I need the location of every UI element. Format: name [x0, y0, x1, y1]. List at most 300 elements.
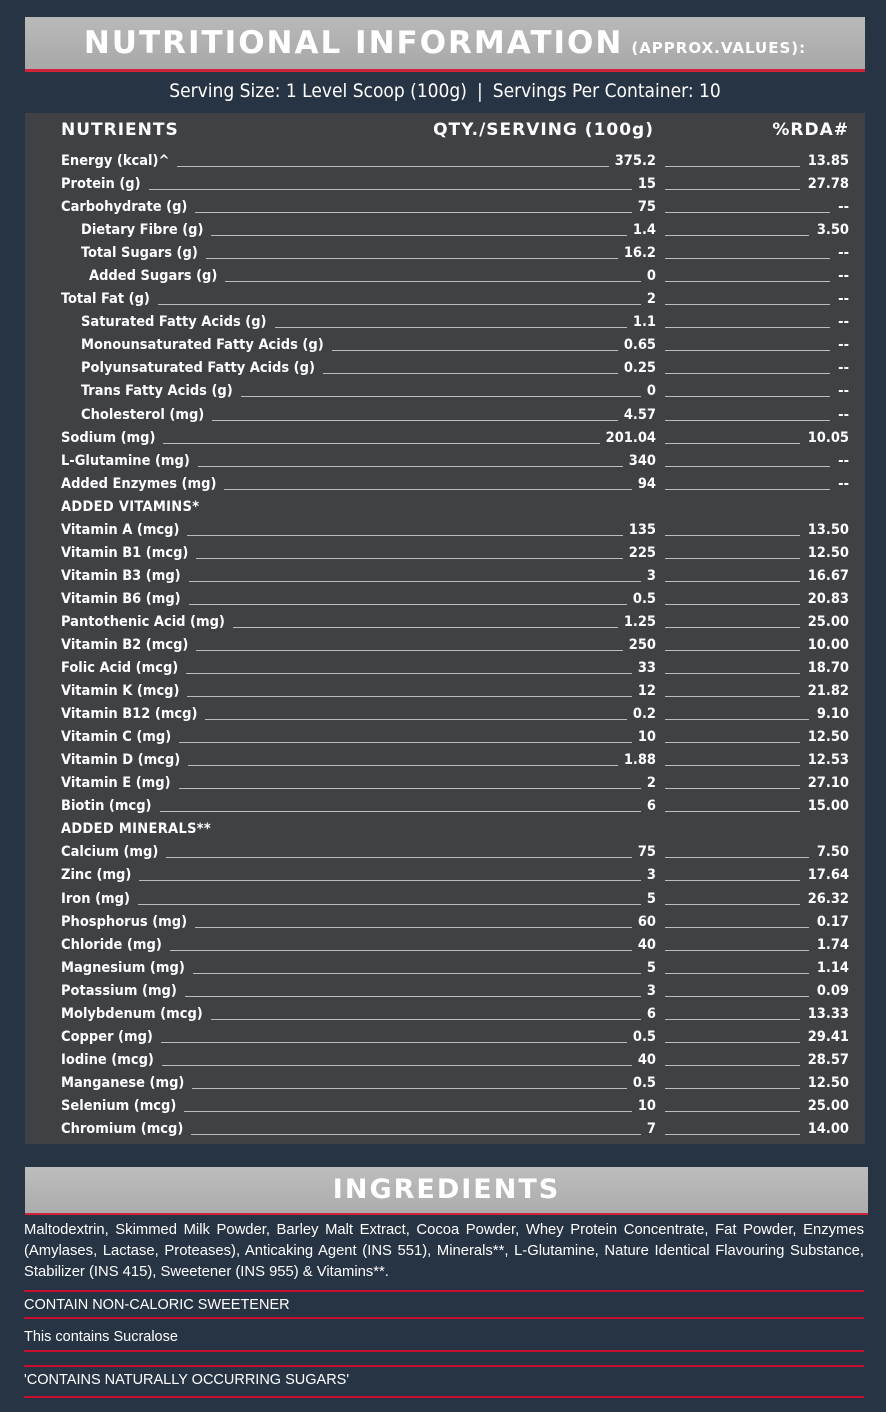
- leader-line: [665, 1111, 800, 1112]
- nutrient-rda: 18.70: [807, 660, 849, 677]
- nutrient-leader: [61, 288, 656, 308]
- nutrient-rda: 1.14: [816, 959, 849, 976]
- nutrient-name: Phosphorus (mg): [61, 913, 188, 930]
- rda-leader: [665, 911, 849, 931]
- nutrient-rda: --: [838, 314, 849, 331]
- nutrient-qty: 3: [646, 567, 656, 584]
- rda-leader: [665, 772, 849, 792]
- leader-line: [665, 996, 809, 997]
- nutrient-qty: 75: [637, 199, 656, 216]
- nutrient-leader: [61, 588, 656, 608]
- nutrient-row: [25, 864, 865, 887]
- nutrient-leader: [61, 680, 656, 700]
- leader-line: [187, 535, 622, 536]
- nutrient-rda: 25.00: [807, 1097, 849, 1114]
- nutrient-rda: 10.00: [807, 636, 849, 653]
- nutrient-rda: 13.85: [807, 153, 849, 169]
- nutrient-row: [25, 911, 865, 934]
- rda-leader: [665, 242, 849, 262]
- rda-leader: [665, 1072, 849, 1092]
- column-header-nutrients: NUTRIENTS: [61, 120, 179, 140]
- leader-line: [139, 880, 641, 881]
- nutrient-rda: 9.10: [816, 706, 849, 723]
- nutrient-leader: [61, 1026, 656, 1046]
- rda-leader: [665, 864, 849, 884]
- leader-line: [187, 696, 631, 697]
- nutrient-leader: [61, 980, 656, 1000]
- rda-leader: [665, 795, 849, 815]
- leader-line: [160, 811, 641, 812]
- nutrient-name: Added Sugars (g): [89, 268, 218, 285]
- nutrient-leader: [61, 772, 656, 792]
- nutrient-leader: [61, 818, 656, 838]
- nutrient-name: Manganese (mg): [61, 1074, 185, 1091]
- nutrient-leader: [61, 888, 656, 908]
- nutrient-rda: --: [838, 452, 849, 469]
- rda-leader: [665, 473, 849, 493]
- nutrient-rda: 0.17: [816, 913, 849, 930]
- leader-line: [195, 927, 632, 928]
- nutrient-row: [25, 357, 865, 380]
- rda-leader: [665, 311, 849, 331]
- leader-line: [665, 880, 800, 881]
- leader-line: [665, 765, 800, 766]
- rda-leader: [665, 749, 849, 769]
- nutrient-row: [25, 611, 865, 634]
- nutrient-name: Vitamin A (mcg): [61, 521, 180, 538]
- leader-line: [665, 304, 830, 305]
- rda-leader: [665, 934, 849, 954]
- nutrient-qty: 15: [637, 176, 656, 193]
- nutrient-qty: 6: [646, 798, 656, 815]
- nutrient-leader: [81, 380, 656, 400]
- nutrient-qty: 60: [637, 913, 656, 930]
- nutrient-rda: 10.05: [807, 429, 849, 446]
- nutrient-row: [25, 473, 865, 496]
- nutrient-name: Sodium (mg): [61, 429, 156, 446]
- nutrient-qty: 0.65: [623, 337, 656, 354]
- leader-line: [665, 443, 800, 444]
- divider: [24, 1365, 864, 1367]
- sucralose-note: This contains Sucralose: [24, 1329, 178, 1345]
- rda-leader: [665, 1003, 849, 1023]
- nutrient-leader: [61, 519, 656, 539]
- leader-line: [163, 443, 599, 444]
- leader-line: [665, 950, 809, 951]
- nutrient-rda: 28.57: [807, 1051, 849, 1068]
- divider: [24, 1290, 864, 1292]
- nutrition-title-suffix: (APPROX.VALUES):: [631, 39, 807, 57]
- nutrient-qty: 2: [646, 291, 656, 308]
- leader-line: [665, 650, 800, 651]
- rda-leader: [665, 380, 849, 400]
- leader-line: [665, 673, 800, 674]
- leader-line: [665, 604, 800, 605]
- leader-line: [179, 788, 641, 789]
- nutrient-row: [25, 288, 865, 311]
- nutrient-row: [25, 680, 865, 703]
- nutrient-name: Dietary Fibre (g): [81, 222, 204, 239]
- nutrient-leader: [61, 473, 656, 493]
- leader-line: [665, 558, 800, 559]
- rda-leader: [665, 357, 849, 377]
- nutrient-row: [25, 450, 865, 473]
- nutrient-rda: --: [838, 475, 849, 492]
- nutrient-leader: [61, 911, 656, 931]
- leader-line: [665, 1088, 800, 1089]
- nutrient-rda: --: [838, 245, 849, 262]
- nutrient-rda: 12.50: [807, 1074, 849, 1091]
- leader-line: [665, 281, 830, 282]
- section-heading: ADDED VITAMINS*: [61, 498, 200, 515]
- nutrient-leader: [61, 1072, 656, 1092]
- section-heading-row: [25, 496, 865, 519]
- leader-line: [332, 350, 618, 351]
- nutrient-rda: 12.53: [807, 752, 849, 769]
- nutrient-qty: 375.2: [614, 153, 656, 169]
- nutrient-qty: 1.1: [632, 314, 656, 331]
- nutrient-qty: 33: [637, 660, 656, 677]
- table-header: [25, 120, 865, 142]
- nutrient-row: [25, 1118, 865, 1141]
- nutrient-name: Potassium (mg): [61, 982, 177, 999]
- rda-leader: [665, 427, 849, 447]
- nutrient-leader: [61, 173, 656, 193]
- leader-line: [193, 973, 641, 974]
- leader-line: [665, 811, 800, 812]
- nutrient-qty: 4.57: [623, 406, 656, 423]
- nutrient-row: [25, 1095, 865, 1118]
- nutrient-leader: [61, 150, 656, 170]
- serving-size: Serving Size: 1 Level Scoop (100g): [169, 80, 467, 102]
- nutrient-name: Total Fat (g): [61, 291, 150, 308]
- nutrient-name: Selenium (mcg): [61, 1097, 177, 1114]
- nutrient-rda: --: [838, 360, 849, 377]
- leader-line: [665, 927, 809, 928]
- nutrient-rda: 12.50: [807, 544, 849, 561]
- nutrient-row: [25, 726, 865, 749]
- nutrient-qty: 0: [646, 383, 656, 400]
- nutrient-row: [25, 1072, 865, 1095]
- servings-per-container: Servings Per Container: 10: [492, 80, 721, 102]
- rda-leader: [665, 657, 849, 677]
- nutrient-row: [25, 1049, 865, 1072]
- rda-leader: [665, 1095, 849, 1115]
- rda-leader: [665, 888, 849, 908]
- rda-leader: [665, 588, 849, 608]
- nutrient-qty: 10: [637, 729, 656, 746]
- nutrient-row: [25, 749, 865, 772]
- nutrient-name: Vitamin B1 (mcg): [61, 544, 189, 561]
- nutrient-qty: 5: [646, 959, 656, 976]
- nutrient-name: Carbohydrate (g): [61, 199, 188, 216]
- nutrient-name: Protein (g): [61, 176, 141, 193]
- nutrient-rda: 20.83: [807, 590, 849, 607]
- sweetener-warning: CONTAIN NON-CALORIC SWEETENER: [24, 1297, 290, 1313]
- ingredients-title: INGREDIENTS: [332, 1174, 561, 1205]
- leader-line: [665, 258, 830, 259]
- leader-line: [138, 904, 641, 905]
- nutrient-qty: 225: [628, 544, 656, 561]
- rda-leader: [665, 1118, 849, 1138]
- leader-line: [189, 604, 627, 605]
- nutrient-row: [25, 957, 865, 980]
- rda-leader: [665, 450, 849, 470]
- nutrient-name: Zinc (mg): [61, 867, 132, 884]
- rda-leader: [665, 634, 849, 654]
- rda-leader: [665, 957, 849, 977]
- nutrient-leader: [61, 542, 656, 562]
- rda-leader: [665, 334, 849, 354]
- leader-line: [233, 627, 618, 628]
- nutrient-row: [25, 888, 865, 911]
- leader-line: [196, 558, 622, 559]
- nutrition-table: [25, 113, 865, 1144]
- nutrient-leader: [61, 795, 656, 815]
- rda-leader: [665, 726, 849, 746]
- nutrient-name: Added Enzymes (mg): [61, 475, 217, 492]
- leader-line: [149, 189, 632, 190]
- nutrient-name: Chromium (mcg): [61, 1120, 184, 1137]
- nutrient-name: Biotin (mcg): [61, 798, 152, 815]
- nutrient-name: Saturated Fatty Acids (g): [81, 314, 267, 331]
- nutrient-leader: [89, 265, 656, 285]
- divider: [24, 1350, 864, 1352]
- nutrient-rda: 17.64: [807, 867, 849, 884]
- nutrient-qty: 0.5: [632, 1074, 656, 1091]
- column-header-qty: QTY./SERVING (100g): [433, 120, 654, 140]
- leader-line: [665, 189, 800, 190]
- nutrition-title: NUTRITIONAL INFORMATION: [83, 25, 624, 61]
- leader-line: [665, 166, 800, 167]
- nutrient-row: [25, 657, 865, 680]
- nutrient-leader: [81, 334, 656, 354]
- nutrient-qty: 40: [637, 1051, 656, 1068]
- nutrient-qty: 16.2: [623, 245, 656, 262]
- leader-line: [224, 489, 631, 490]
- nutrient-row: [25, 703, 865, 726]
- leader-line: [665, 327, 830, 328]
- nutrient-leader: [61, 657, 656, 677]
- rda-leader: [665, 680, 849, 700]
- nutrient-row: [25, 173, 865, 196]
- rda-leader: [665, 841, 849, 861]
- nutrient-leader: [61, 496, 656, 516]
- nutrient-leader: [61, 634, 656, 654]
- nutrient-qty: 12: [637, 683, 656, 700]
- rda-leader: [665, 404, 849, 424]
- leader-line: [177, 166, 608, 167]
- nutrient-qty: 0: [646, 268, 656, 285]
- serving-info: [25, 72, 865, 110]
- leader-line: [195, 212, 631, 213]
- nutrient-leader: [81, 357, 656, 377]
- nutrient-name: Vitamin B3 (mg): [61, 567, 181, 584]
- nutrient-rda: --: [838, 406, 849, 423]
- leader-line: [665, 1042, 800, 1043]
- nutrient-qty: 40: [637, 936, 656, 953]
- nutrient-leader: [61, 565, 656, 585]
- nutrient-qty: 0.5: [632, 590, 656, 607]
- nutrient-row: [25, 772, 865, 795]
- nutrient-leader: [61, 611, 656, 631]
- rda-leader: [665, 1026, 849, 1046]
- nutrient-name: Vitamin B2 (mcg): [61, 636, 189, 653]
- nutrient-rda: --: [838, 268, 849, 285]
- leader-line: [665, 535, 800, 536]
- leader-line: [665, 1134, 800, 1135]
- nutrient-row: [25, 427, 865, 450]
- nutrient-rda: 13.50: [807, 521, 849, 538]
- nutrient-name: Calcium (mg): [61, 844, 159, 861]
- leader-line: [198, 466, 623, 467]
- nutrient-qty: 1.88: [623, 752, 656, 769]
- nutrient-row: [25, 196, 865, 219]
- nutrient-qty: 0.25: [623, 360, 656, 377]
- nutrient-rda: 25.00: [807, 613, 849, 630]
- nutrient-name: Trans Fatty Acids (g): [81, 383, 233, 400]
- rda-leader: [665, 980, 849, 1000]
- leader-line: [665, 1019, 800, 1020]
- nutrient-qty: 1.4: [632, 222, 656, 239]
- nutrient-leader: [61, 1049, 656, 1069]
- nutrient-rda: 7.50: [816, 844, 849, 861]
- nutrient-leader: [61, 957, 656, 977]
- rda-leader: [665, 288, 849, 308]
- leader-line: [665, 373, 830, 374]
- nutrient-rda: 13.33: [807, 1005, 849, 1022]
- nutrient-leader: [81, 311, 656, 331]
- rda-leader: [665, 542, 849, 562]
- nutrient-row: [25, 980, 865, 1003]
- nutrient-qty: 2: [646, 775, 656, 792]
- nutrient-name: Vitamin E (mg): [61, 775, 171, 792]
- nutrient-row: [25, 1026, 865, 1049]
- nutrient-row: [25, 334, 865, 357]
- nutrient-name: Monounsaturated Fatty Acids (g): [81, 337, 324, 354]
- nutrient-qty: 6: [646, 1005, 656, 1022]
- leader-line: [275, 327, 627, 328]
- leader-line: [323, 373, 618, 374]
- nutrient-leader: [61, 726, 656, 746]
- nutrient-qty: 10: [637, 1097, 656, 1114]
- leader-line: [665, 742, 800, 743]
- rda-leader: [665, 196, 849, 216]
- rda-leader: [665, 265, 849, 285]
- leader-line: [170, 950, 632, 951]
- nutrient-rda: 27.10: [807, 775, 849, 792]
- leader-line: [665, 212, 830, 213]
- leader-line: [665, 350, 830, 351]
- nutrient-name: L-Glutamine (mg): [61, 452, 190, 469]
- nutrient-rda: --: [838, 199, 849, 216]
- leader-line: [665, 420, 830, 421]
- nutrient-qty: 135: [628, 521, 656, 538]
- nutrient-rda: 27.78: [807, 176, 849, 193]
- rda-leader: [665, 703, 849, 723]
- nutrient-name: Molybdenum (mcg): [61, 1005, 203, 1022]
- nutrient-row: [25, 542, 865, 565]
- nutrient-rda: 21.82: [807, 683, 849, 700]
- nutrient-leader: [61, 427, 656, 447]
- rda-leader: [665, 219, 849, 239]
- nutrient-qty: 3: [646, 982, 656, 999]
- nutrient-rda: 12.50: [807, 729, 849, 746]
- leader-line: [665, 396, 830, 397]
- leader-line: [166, 857, 632, 858]
- leader-line: [179, 742, 632, 743]
- nutrient-qty: 3: [646, 867, 656, 884]
- nutrient-qty: 340: [628, 452, 656, 469]
- leader-line: [665, 696, 800, 697]
- nutrient-row: [25, 311, 865, 334]
- nutrient-rda: 0.09: [816, 982, 849, 999]
- nutrient-qty: 0.5: [632, 1028, 656, 1045]
- leader-line: [212, 420, 618, 421]
- nutrient-rda: 3.50: [816, 222, 849, 239]
- ingredients-text: Maltodextrin, Skimmed Milk Powder, Barley Malt Extract, Cocoa Powder, Whey Protein Concentrate, Fat Powder, Enzymes (Amylases, Lactase, Proteases), Anticaking Agent (INS 551), Minerals**, L-Glutamine, Nature Identical Flavouring Substance, Stabilizer (INS 415), Sweetener (INS 955) & Vitamins**.: [24, 1222, 864, 1280]
- nutrient-row: [25, 795, 865, 818]
- leader-line: [665, 973, 809, 974]
- leader-line: [665, 581, 800, 582]
- leader-line: [225, 281, 641, 282]
- nutrient-row: [25, 565, 865, 588]
- nutrient-leader: [61, 1118, 656, 1138]
- nutrient-leader: [81, 404, 656, 424]
- nutrient-row: [25, 150, 865, 173]
- natural-sugars-note: 'CONTAINS NATURALLY OCCURRING SUGARS': [24, 1372, 350, 1388]
- nutrient-name: Cholesterol (mg): [81, 406, 205, 423]
- leader-line: [665, 489, 830, 490]
- nutrient-row: [25, 219, 865, 242]
- leader-line: [186, 673, 632, 674]
- section-heading: ADDED MINERALS**: [61, 821, 211, 838]
- nutrient-name: Total Sugars (g): [81, 245, 198, 262]
- nutrient-qty: 250: [628, 636, 656, 653]
- divider: [24, 1317, 864, 1319]
- nutrient-leader: [61, 450, 656, 470]
- serving-separator: |: [476, 80, 483, 102]
- leader-line: [665, 719, 809, 720]
- nutrient-name: Vitamin B12 (mcg): [61, 706, 198, 723]
- leader-line: [184, 1111, 632, 1112]
- rda-leader: [665, 519, 849, 539]
- leader-line: [206, 258, 618, 259]
- leader-line: [188, 765, 618, 766]
- nutrient-rows: [25, 150, 865, 1141]
- rda-leader: [665, 150, 849, 170]
- nutrient-leader: [81, 219, 656, 239]
- nutrient-leader: [61, 196, 656, 216]
- nutrient-qty: 5: [646, 890, 656, 907]
- nutrient-name: Vitamin K (mcg): [61, 683, 180, 700]
- nutrient-name: Iron (mg): [61, 890, 130, 907]
- nutrient-rda: 26.32: [807, 890, 849, 907]
- nutrient-name: Vitamin D (mcg): [61, 752, 181, 769]
- leader-line: [665, 627, 800, 628]
- nutrient-qty: 0.2: [632, 706, 656, 723]
- leader-line: [211, 1019, 641, 1020]
- nutrient-rda: 15.00: [807, 798, 849, 815]
- leader-line: [185, 996, 641, 997]
- top-strip: [0, 0, 886, 14]
- nutrient-name: Chloride (mg): [61, 936, 162, 953]
- nutrient-qty: 94: [637, 475, 656, 492]
- rda-leader: [665, 565, 849, 585]
- nutrient-rda: 14.00: [807, 1120, 849, 1137]
- leader-line: [665, 1065, 800, 1066]
- nutrient-rda: 16.67: [807, 567, 849, 584]
